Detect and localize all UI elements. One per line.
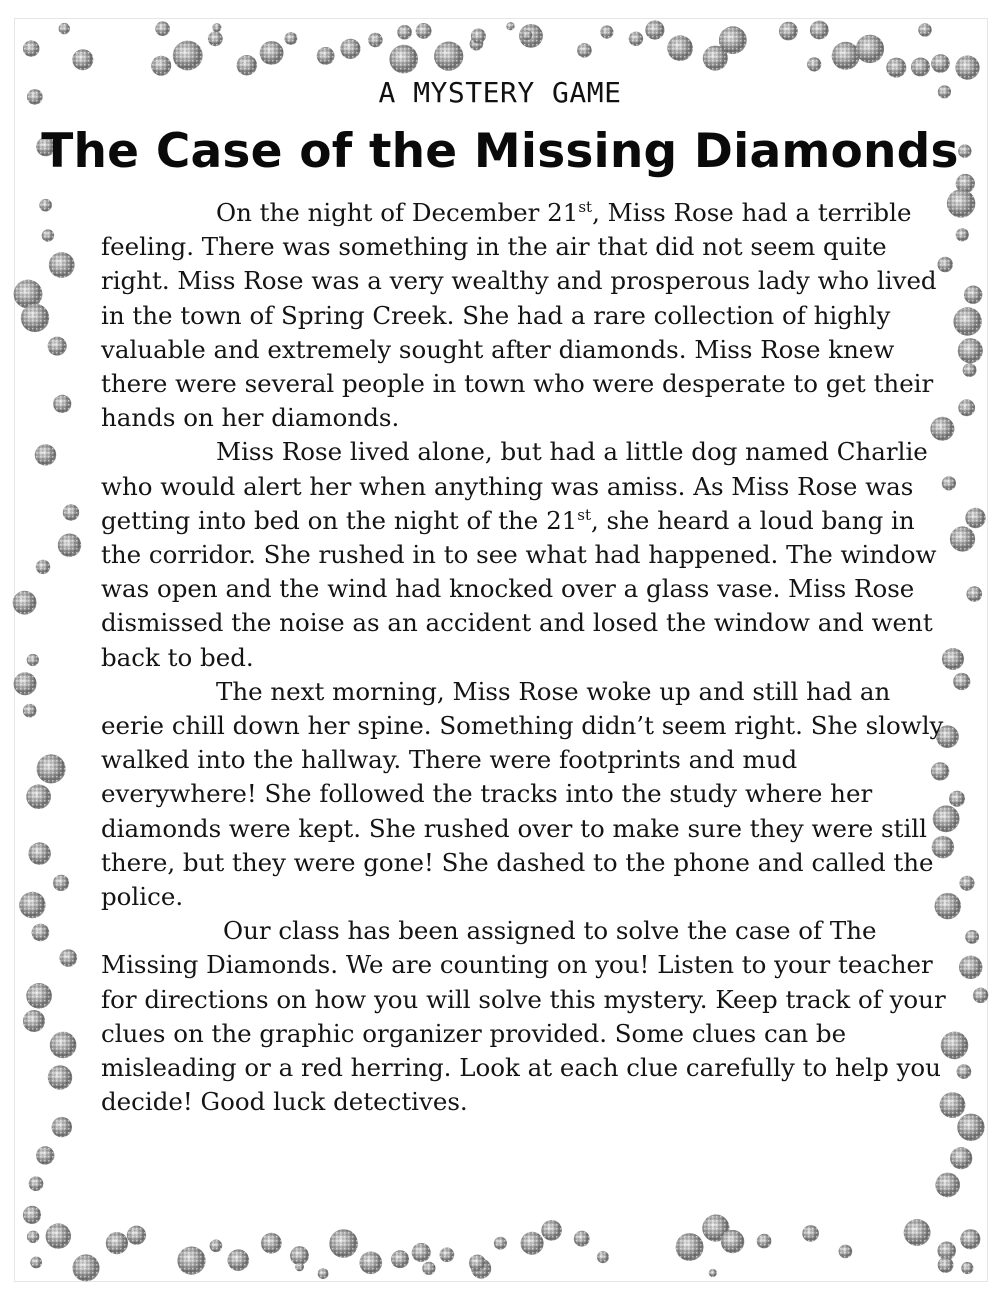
glitter-speckle bbox=[959, 956, 982, 979]
glitter-speckle bbox=[965, 508, 985, 528]
glitter-speckle bbox=[965, 930, 979, 944]
glitter-speckle bbox=[53, 395, 71, 413]
glitter-speckle bbox=[967, 586, 983, 602]
glitter-speckle bbox=[904, 1219, 931, 1246]
glitter-speckle bbox=[709, 1269, 717, 1277]
glitter-speckle bbox=[23, 1010, 45, 1032]
glitter-speckle bbox=[212, 23, 221, 32]
glitter-speckle bbox=[21, 304, 49, 332]
glitter-speckle bbox=[960, 876, 975, 891]
glitter-speckle bbox=[471, 29, 486, 44]
glitter-speckle bbox=[810, 21, 829, 40]
glitter-speckle bbox=[935, 1173, 960, 1198]
glitter-speckle bbox=[208, 31, 223, 46]
glitter-speckle bbox=[416, 23, 432, 39]
glitter-speckle bbox=[600, 25, 613, 38]
glitter-speckle bbox=[237, 55, 257, 75]
glitter-speckle bbox=[46, 1223, 71, 1248]
glitter-speckle bbox=[958, 399, 975, 416]
glitter-speckle bbox=[23, 704, 37, 718]
glitter-speckle bbox=[911, 58, 930, 77]
glitter-speckle bbox=[36, 560, 50, 574]
glitter-speckle bbox=[676, 1233, 704, 1261]
glitter-speckle bbox=[807, 57, 821, 71]
glitter-speckle bbox=[469, 1255, 486, 1272]
glitter-speckle bbox=[960, 1229, 980, 1249]
glitter-speckle bbox=[521, 1232, 544, 1255]
glitter-speckle bbox=[964, 286, 982, 304]
glitter-speckle bbox=[340, 39, 360, 59]
glitter-speckle bbox=[48, 337, 67, 356]
glitter-speckle bbox=[28, 842, 50, 864]
glitter-speckle bbox=[389, 45, 418, 74]
glitter-speckle bbox=[719, 26, 747, 54]
glitter-speckle bbox=[779, 22, 798, 41]
glitter-speckle bbox=[155, 21, 170, 36]
glitter-speckle bbox=[506, 22, 514, 30]
glitter-speckle bbox=[961, 1262, 973, 1274]
glitter-speckle bbox=[50, 1032, 77, 1059]
glitter-speckle bbox=[23, 40, 39, 56]
story-body bbox=[101, 196, 946, 1119]
glitter-speckle bbox=[391, 1250, 409, 1268]
glitter-speckle bbox=[52, 1117, 72, 1137]
glitter-speckle bbox=[295, 1263, 304, 1272]
glitter-speckle bbox=[938, 1257, 954, 1273]
glitter-speckle bbox=[931, 54, 950, 73]
glitter-speckle bbox=[397, 25, 412, 40]
glitter-speckle bbox=[957, 1064, 972, 1079]
glitter-speckle bbox=[290, 1246, 309, 1265]
glitter-speckle bbox=[173, 41, 203, 71]
glitter-speckle bbox=[645, 20, 664, 39]
glitter-speckle bbox=[434, 42, 463, 71]
glitter-speckle bbox=[317, 47, 335, 65]
glitter-speckle bbox=[285, 32, 298, 45]
glitter-speckle bbox=[60, 949, 78, 967]
glitter-speckle bbox=[63, 504, 79, 520]
glitter-speckle bbox=[577, 43, 592, 58]
glitter-speckle bbox=[856, 35, 884, 63]
glitter-speckle bbox=[36, 1146, 54, 1164]
glitter-speckle bbox=[360, 1252, 383, 1275]
glitter-speckle bbox=[721, 1230, 744, 1253]
glitter-speckle bbox=[522, 30, 532, 40]
glitter-speckle bbox=[228, 1249, 250, 1271]
glitter-speckle bbox=[35, 444, 56, 465]
glitter-speckle bbox=[973, 988, 988, 1003]
glitter-speckle bbox=[14, 672, 37, 695]
story-paragraph-4: Our class has been assigned to solve the case of The Missing Diamonds. We are counting on you! Listen to your teacher for directions on how you will solve this mystery. Keep track of your clues on the graphic organizer provided. Some clues can be misleading or a red herring. Look at each clue carefully to help you decide! Good luck detectives. bbox=[101, 916, 946, 1117]
glitter-speckle bbox=[440, 1248, 455, 1263]
glitter-speckle bbox=[53, 875, 69, 891]
glitter-speckle bbox=[947, 189, 975, 217]
glitter-speckle bbox=[32, 924, 50, 942]
glitter-speckle bbox=[106, 1232, 128, 1254]
glitter-speckle bbox=[26, 983, 52, 1009]
story-paragraph-2: Miss Rose lived alone, but had a little dog named Charlie who would alert her when anything was amiss. As Miss Rose was getting into bed on the night of the 21st, she heard a loud bang in the corridor. She rushed in to see what had happened. The window was open and the wind had knocked over a glass vase. Miss Rose dismissed the noise as an accident and losed the window and went back to bed. bbox=[101, 437, 937, 672]
glitter-speckle bbox=[39, 199, 52, 212]
glitter-speckle bbox=[757, 1234, 772, 1249]
glitter-speckle bbox=[494, 1237, 507, 1250]
glitter-speckle bbox=[58, 534, 81, 557]
story-paragraph-3: The next morning, Miss Rose woke up and still had an eerie chill down her spine. Something didn’t seem right. She slowly walked into the hallway. There were footprints and mud everywhere! She followed the tracks into the study where her diamonds were kept. She rushed over to make sure they were still there, but they were gone! She dashed to the phone and called the police. bbox=[101, 676, 944, 912]
glitter-speckle bbox=[412, 1243, 431, 1262]
glitter-speckle bbox=[886, 58, 906, 78]
glitter-speckle bbox=[42, 229, 54, 241]
glitter-speckle bbox=[73, 1254, 100, 1281]
glitter-speckle bbox=[27, 1231, 39, 1243]
glitter-speckle bbox=[49, 252, 75, 278]
glitter-speckle bbox=[29, 1176, 44, 1191]
glitter-speckle bbox=[957, 1114, 984, 1141]
glitter-speckle bbox=[37, 754, 66, 783]
glitter-speckle bbox=[19, 892, 45, 918]
glitter-speckle bbox=[629, 32, 643, 46]
glitter-speckle bbox=[151, 56, 171, 76]
glitter-speckle bbox=[318, 1268, 329, 1279]
story-paragraph-1: On the night of December 21st, Miss Rose had a terrible feeling. There was something in the air that did not seem quite right. Miss Rose was a very wealthy and prosperous lady who lived in the town of Spring Creek. She had a rare collection of highly valuable and extremely sought after diamonds. Miss Rose knew there were several people in town who were desperate to get their hands on her diamonds. bbox=[101, 197, 937, 433]
page-title: The Case of the Missing Diamonds bbox=[41, 124, 959, 179]
glitter-speckle bbox=[953, 307, 981, 335]
glitter-speckle bbox=[963, 363, 977, 377]
glitter-speckle bbox=[260, 41, 284, 65]
glitter-speckle bbox=[261, 1233, 282, 1254]
glitter-speckle bbox=[839, 1245, 853, 1259]
glitter-speckle bbox=[422, 1262, 435, 1275]
glitter-speckle bbox=[541, 1220, 562, 1241]
glitter-speckle bbox=[597, 1251, 609, 1263]
glitter-speckle bbox=[667, 35, 693, 61]
glitter-speckle bbox=[950, 526, 975, 551]
glitter-speckle bbox=[30, 1257, 42, 1269]
glitter-speckle bbox=[27, 654, 39, 666]
glitter-speckle bbox=[832, 42, 860, 70]
glitter-speckle bbox=[59, 23, 70, 34]
glitter-speckle bbox=[958, 338, 983, 363]
glitter-speckle bbox=[368, 33, 382, 47]
glitter-speckle bbox=[329, 1229, 358, 1258]
glitter-speckle bbox=[938, 1242, 956, 1260]
glitter-speckle bbox=[918, 23, 931, 36]
glitter-speckle bbox=[177, 1247, 205, 1275]
glitter-speckle bbox=[127, 1226, 146, 1245]
glitter-speckle bbox=[802, 1225, 819, 1242]
glitter-speckle bbox=[26, 784, 51, 809]
glitter-speckle bbox=[956, 228, 969, 241]
glitter-speckle bbox=[23, 1206, 41, 1224]
kicker-label: A MYSTERY GAME bbox=[378, 76, 622, 109]
glitter-speckle bbox=[950, 1147, 972, 1169]
glitter-speckle bbox=[13, 591, 37, 615]
glitter-speckle bbox=[72, 49, 93, 70]
glitter-speckle bbox=[949, 791, 965, 807]
glitter-speckle bbox=[48, 1065, 72, 1089]
glitter-speckle bbox=[574, 1231, 590, 1247]
glitter-speckle bbox=[210, 1240, 223, 1253]
glitter-speckle bbox=[953, 673, 970, 690]
